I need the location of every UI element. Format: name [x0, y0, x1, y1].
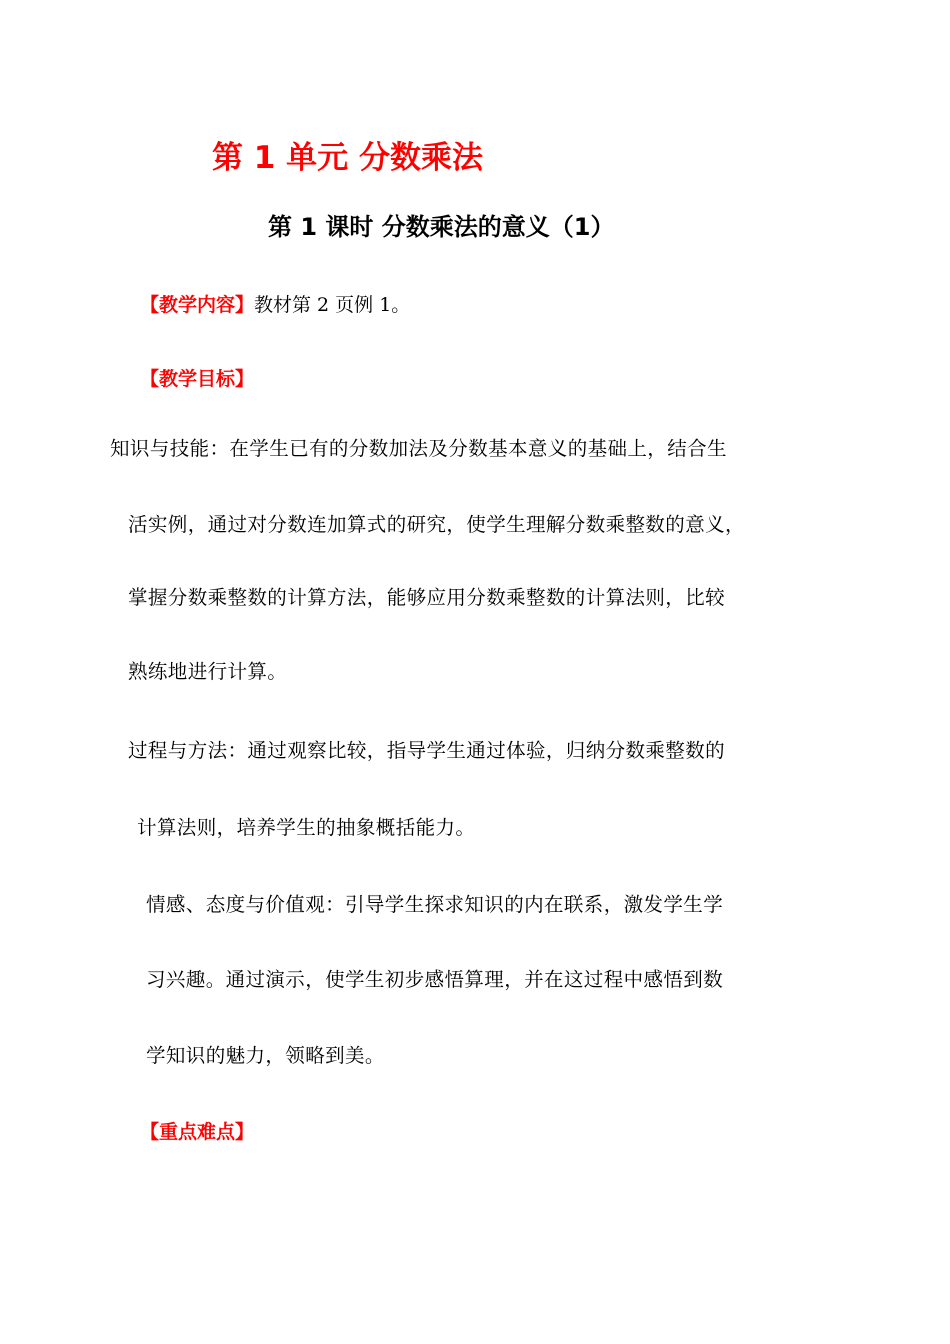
- teaching-content-row: [140, 290, 410, 317]
- knowledge-skills-line: 知识与技能：在学生已有的分数加法及分数基本意义的基础上，结合生: [110, 437, 727, 460]
- emotion-values-line: 习兴趣。通过演示，使学生初步感悟算理，并在这过程中感悟到数: [146, 968, 724, 991]
- teaching-content-label: 【教学内容】: [140, 294, 255, 316]
- process-methods-line: 过程与方法：通过观察比较，指导学生通过体验，归纳分数乘整数的: [128, 739, 726, 762]
- knowledge-skills-line: 掌握分数乘整数的计算方法，能够应用分数乘整数的计算法则，比较: [128, 586, 726, 609]
- emotion-values-line: 学知识的魅力，领略到美。: [146, 1044, 385, 1067]
- emotion-values-line: 情感、态度与价值观：引导学生探求知识的内在联系，激发学生学: [146, 893, 724, 916]
- lesson-title: 第 1 课时 分数乘法的意义（1）: [268, 213, 615, 241]
- key-difficulties-label: 【重点难点】: [140, 1121, 255, 1143]
- teaching-goals-label: 【教学目标】: [140, 368, 255, 390]
- teaching-content-text: 教材第 2 页例 1。: [254, 294, 411, 316]
- process-methods-line: 计算法则，培养学生的抽象概括能力。: [137, 816, 476, 839]
- unit-title: 第 1 单元 分数乘法: [212, 140, 483, 176]
- knowledge-skills-line: 熟练地进行计算。: [128, 660, 288, 683]
- knowledge-skills-line: 活实例，通过对分数连加算式的研究，使学生理解分数乘整数的意义，: [128, 513, 745, 536]
